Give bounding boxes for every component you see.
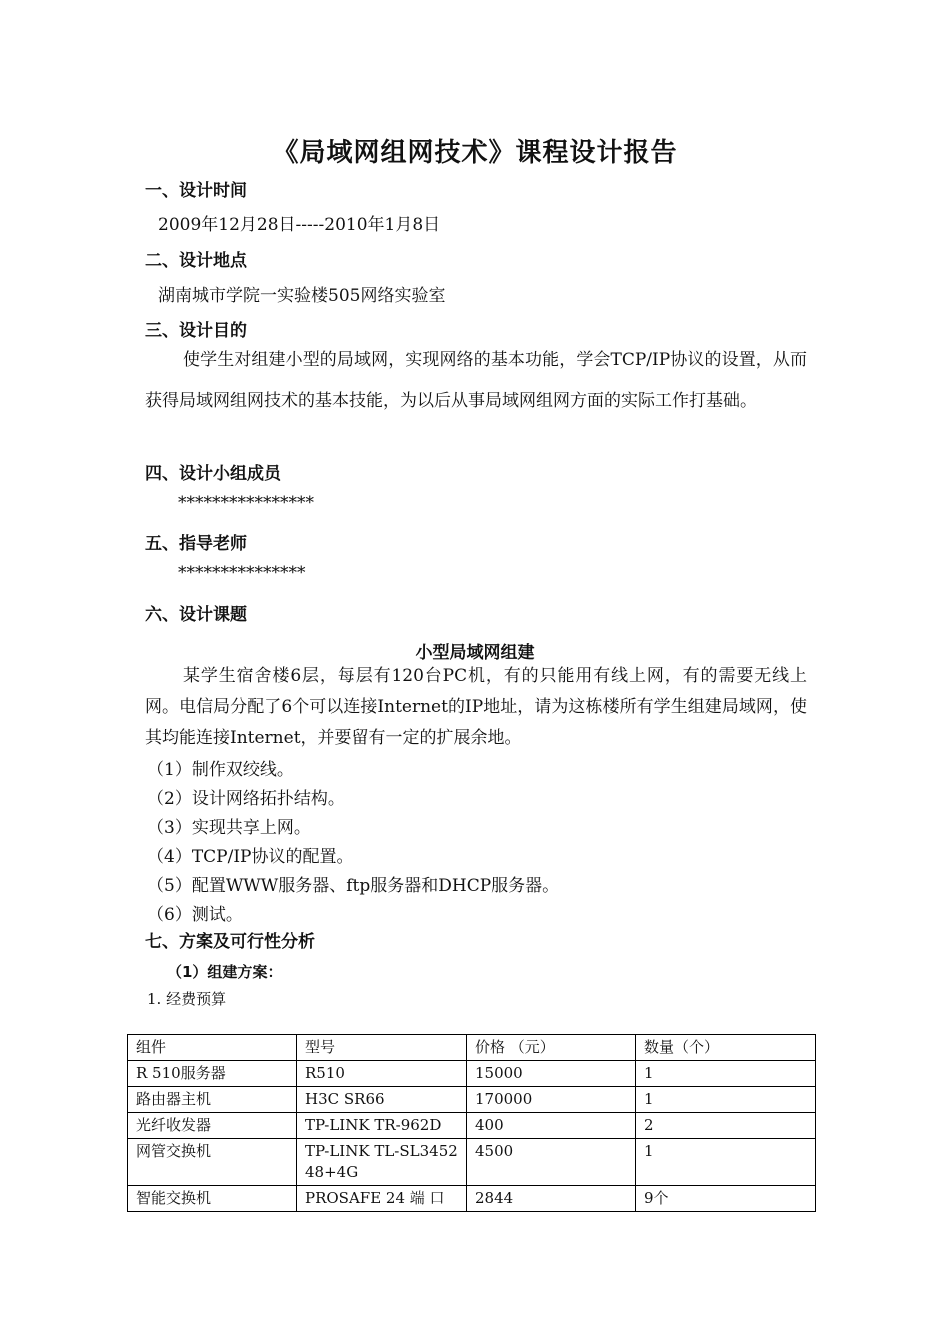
instructor-text: *************** [178,563,306,583]
task-item: （2）设计网络拓扑结构。 [147,789,345,809]
table-header-cell: 价格 （元） [467,1035,636,1061]
plan-subtitle: （1）组建方案： [167,963,283,981]
table-cell: 1 [636,1087,816,1113]
table-cell: 网管交换机 [128,1139,297,1186]
members-text: **************** [178,493,314,513]
table-cell: H3C SR66 [297,1087,467,1113]
table-cell: 15000 [467,1061,636,1087]
table-row [128,1061,816,1087]
table-cell: 路由器主机 [128,1087,297,1113]
section-heading-purpose: 三、设计目的 [145,321,247,341]
design-purpose-text: 使学生对组建小型的局域网，实现网络的基本功能，学会TCP/IP协议的设置，从而获得局域网组网技术的基本技能，为以后从事局域网组网方面的实际工作打基础。 [145,350,807,411]
task-item: （5）配置WWW服务器、ftp服务器和DHCP服务器。 [147,876,560,896]
table-cell: 1 [636,1139,816,1186]
table-header-cell: 数量（个） [636,1035,816,1061]
section-heading-instructor: 五、指导老师 [145,534,247,554]
table-cell: R510 [297,1061,467,1087]
table-cell: 智能交换机 [128,1186,297,1212]
table-cell: 2 [636,1113,816,1139]
task-item: （4）TCP/IP协议的配置。 [147,847,354,867]
budget-table [127,1034,816,1212]
table-header-row [128,1035,816,1061]
task-item: （1）制作双绞线。 [147,760,294,780]
table-row [128,1186,816,1212]
table-cell: 400 [467,1113,636,1139]
section-heading-plan: 七、方案及可行性分析 [145,932,315,952]
design-time-text: 2009年12月28日-----2010年1月8日 [158,215,441,235]
table-row [128,1113,816,1139]
table-cell: PROSAFE 24 端 口 [297,1186,467,1212]
section-heading-topic: 六、设计课题 [145,605,247,625]
topic-description: 某学生宿舍楼6层，每层有120台PC机，有的只能用有线上网，有的需要无线上网。电信局分配了6个可以连接Internet的IP地址，请为这栋楼所有学生组建局域网，使其均能连接Internet，并要留有一定的扩展余地。 [145,666,807,748]
table-header-cell: 型号 [297,1035,467,1061]
section-heading-members: 四、设计小组成员 [145,464,281,484]
table-cell: 170000 [467,1087,636,1113]
table-row [128,1087,816,1113]
task-item: （6）测试。 [147,905,243,925]
table-cell: 2844 [467,1186,636,1212]
topic-title: 小型局域网组建 [415,643,535,663]
report-title: 《局域网组网技术》课程设计报告 [272,138,678,168]
table-cell: TP-LINK TR-962D [297,1113,467,1139]
budget-label: 1. 经费预算 [147,990,227,1008]
table-cell: 光纤收发器 [128,1113,297,1139]
table-cell: 4500 [467,1139,636,1186]
section-heading-location: 二、设计地点 [145,251,247,271]
section-heading-time: 一、设计时间 [145,181,247,201]
table-cell: TP-LINK TL-SL3452 48+4G [297,1139,467,1186]
table-header-cell: 组件 [128,1035,297,1061]
design-location-text: 湖南城市学院一实验楼505网络实验室 [158,286,446,306]
table-cell: 1 [636,1061,816,1087]
table-row [128,1139,816,1186]
task-item: （3）实现共享上网。 [147,818,311,838]
table-cell: R 510服务器 [128,1061,297,1087]
table-cell: 9个 [636,1186,816,1212]
